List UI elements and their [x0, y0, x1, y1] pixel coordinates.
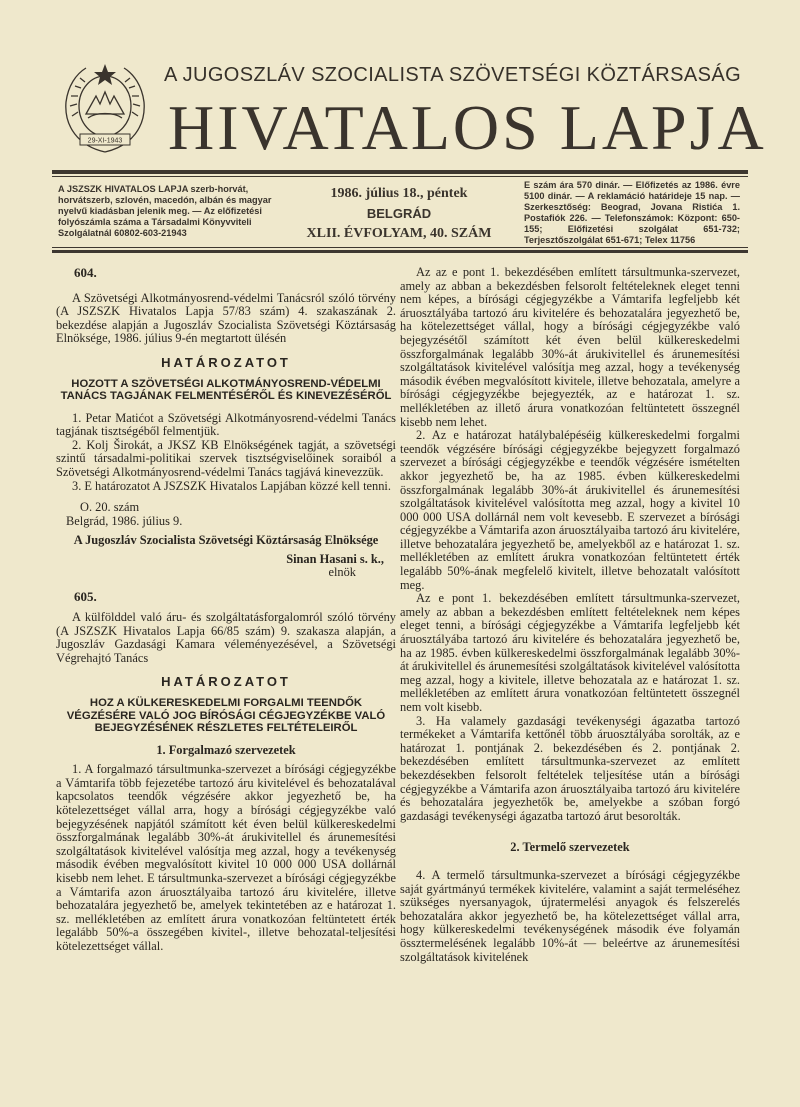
- paragraph: 2. Kolj Širokát, a JKSZ KB Elnökségének tagját, a szövetségi szintű társadalmi-politikai szervek tisztségviselőinek soraiból a Szövetségi Alkotmányosrend-védelmi Tanács tagjává kinevezzük.: [56, 437, 396, 479]
- paragraph: 1. A forgalmazó társultmunka-szervezet a bírósági cégjegyzékbe a Vámtarifa több fejezetébe tartozó áru kivitelével és behozatalával kapcsolatos teendők végzésére akkor jegyezhető be, ha kötelezettséget vállal arra, hogy a bírósági cégjegyzékbe való bejegyzésének napjától számított két éven belül külkereskedelmi összforgalmának legalább 30%-át árukivitellel és árunemesítési szolgáltatások kivitelével valósítja meg azzal, hogy a tevékenység második évében megvalósított kivitel 10 000 000 USA dollárnál kisebb nem lehet. E társultmunka-szervezet a bírósági cégjegyzékbe a Vámtarifa azon áruosztályaiba tartozó áru kivitelére, illetve behozatalára jegyezhető be, amelyek tekintetében az e határozat 1. sz. mellékletében az említett árura vonatkozóan feltüntetett érték legalább 50%-a összegében kivitel-, illetve behozatal-teljesítési kötelezettséget vállal.: [56, 762, 396, 953]
- decree-subtitle: HOZ A KÜLKERESKEDELMI FORGALMI TEENDŐK VÉGZÉSÉRE VALÓ JOG BÍRÓSÁGI CÉGJEGYZÉKBE VALÓ BEJEGYZÉSÉNEK RÉSZLETES FELTÉTELEIRŐL: [66, 697, 386, 735]
- masthead-kicker: A JUGOSZLÁV SZOCIALISTA SZÖVETSÉGI KÖZTÁRSASÁG: [164, 64, 742, 86]
- paragraph: 1. Petar Matićot a Szövetségi Alkotmányosrend-védelmi Tanács tagjának tisztségéből felmentjük.: [56, 410, 396, 439]
- document-intro: A külfölddel való áru- és szolgáltatásforgalomról szóló törvény (A JSZSZK Hivatalos Lapja 66/85 szám) 9. szakasza alapján, a Jugoszláv Gazdasági Kamara véleményezésével, a Szövetségi Végrehajtó Tanács: [56, 610, 396, 665]
- document-intro: A Szövetségi Alkotmányosrend-védelmi Tanácsról szóló törvény (A JSZSZK Hivatalos Lapja 57/83 szám) 4. szakaszának 2. bekezdése alapján a Jugoszláv Szocialista Szövetségi Köztársaság Elnöksége, 1986. július 9-én megtartott ülésén: [56, 290, 396, 346]
- section-heading: 2. Termelő szervezetek: [510, 840, 630, 855]
- masthead-title: HIVATALOS LAPJA: [168, 92, 767, 163]
- header-rule-thin: [52, 247, 748, 248]
- decree-subtitle: HOZOTT A SZÖVETSÉGI ALKOTMÁNYOSREND-VÉDELMI TANÁCS TAGJÁNAK FELMENTÉSÉRŐL ÉS KINEVEZÉSÉRŐL: [60, 377, 392, 403]
- signatory-name: Sinan Hasani s. k.,: [286, 551, 384, 566]
- issue-volume: XLII. ÉVFOLYAM, 40. SZÁM: [306, 226, 492, 241]
- emblem-date: 29-XI-1943: [87, 137, 123, 145]
- price-info: E szám ára 570 dinár. — Előfizetés az 1986. évre 5100 dinár. — A reklamáció határideje 15 nap. — Szerkesztőség: Beograd, Jovana Ristića 1. Postafiók 226. — Telefonszámok: Központ: 650-155; Előfizetési szolgálat 651-732; Terjesztőszolgálat 651-671; Telex 11756: [524, 180, 740, 245]
- left-column: [56, 266, 396, 1096]
- issuing-authority: A Jugoszláv Szocialista Szövetségi Köztársaság Elnöksége: [73, 533, 379, 548]
- state-emblem-icon: [58, 56, 152, 156]
- masthead-rule-thin: [52, 176, 748, 177]
- paragraph: 3. E határozatot A JSZSZK Hivatalos Lapjában közzé kell tenni.: [72, 478, 391, 493]
- signatory-title: elnök: [328, 564, 356, 579]
- masthead-rule: [52, 170, 748, 174]
- decree-heading: HATÁROZATOT: [161, 354, 291, 370]
- decree-heading: HATÁROZATOT: [161, 674, 291, 690]
- paragraph: Az az e pont 1. bekezdésében említett társultmunka-szervezet, amely az abban a bekezdésben felsorolt feltételeknek eleget tenni nem képes, a bírósági cégjegyzékbe a Vámtarifa legfeljebb két áruosztályába tartozó áru kivitelére és behozatalára jegyezhető be, ha kötelezettséget vállal, hogy a bírósági cégjegyzékbe való bejegyzésétől számított két éven belül külkereskedelmi összforgalmának legalább 30%-át árukivitellel és árunemesítési szolgáltatások kivitelével valósítja meg azzal, hogy a tevékenység második évében megvalósított kivitele, illetve behozatala, amelyre a bírósági cégjegyzékbe bejegyezték, az e határozat 1. sz. mellékletében az illető árura vonatkozóan feltüntetett összegnél kisebb nem lehet.: [400, 266, 740, 429]
- right-column: [400, 266, 740, 1096]
- document-number: 605.: [74, 588, 97, 604]
- issue-date: 1986. július 18., péntek: [330, 186, 468, 201]
- paragraph: 4. A termelő társultmunka-szervezet a bírósági cégjegyzékbe saját gyártmányú termékek kivitelére, valamint a saját termeléséhez szükséges nyersanyagok, újratermelési anyagok és felszerelés behozatalára akkor jegyezhető be, ha kötelezettséget vállal arra, hogy külkereskedelmi tevékenységének második éve folyamán össztermelésének legalább 10%-át — beleértve az árunemesítési szolgáltatások kivitelének: [400, 867, 740, 964]
- paragraph: 2. Az e határozat hatálybalépéséig külkereskedelmi forgalmi teendők végzésére bírósági cégjegyzékbe bejegyzett forgalmazó szervezet a bírósági cégjegyzékbe e teendők végzésére ismételten akkor jegyezhető be, ha az 1985. évben külkereskedelmi összforgalmának legalább 30%-át árukivitellel és árunemesítési szolgáltatások kivitelével valósította meg azzal, hogy a kivitel 10 000 000 USA dollárnál nem volt kevesebb. E szervezet a bírósági cégjegyzékbe a Vámtarifa azon áruosztályaiba tartozó áru kivitelére, illetve behozatalára jegyezhető be, amelyekből az e határozat 1. sz. mellékletében az említett árukra vonatkozóan feltüntetett érték legalább 50%-ának megfelelő kivitelt, illetve behozatalt valósított meg.: [400, 428, 740, 592]
- paragraph: Az e pont 1. bekezdésében említett társultmunka-szervezet, amely az abban a bekezdésben említett feltételeknek nem képes eleget tenni, a bírósági cégjegyzékbe a Vámtarifa legfeljebb két áruosztályába tartozó áru kivitelére és behozatalára jegyezhető be, ha az 1985. évben külkereskedelmi összforgalmának legalább 30%-át árukivitellel és árunemesítési szolgáltatások kivitelével valósította meg azzal, hogy a kivitele, illetve behozatala az e határozat 1. sz. mellékletében az említett árura vonatkozóan feltüntetett összegnél nem volt kisebb.: [400, 591, 740, 714]
- paragraph: 3. Ha valamely gazdasági tevékenységi ágazatba tartozó termékeket a Vámtarifa kettőnél több áruosztályába sorolták, az e határozat 1. pontjának 2. bekezdésében és 2. pontjának 2. bekezdésében említett társultmunka-szervezet az említett bekezdésekben felsorolt feltételek teljesítése után a bírósági cégjegyzékbe a Vámtarifa azon áruosztályaiba tartozó áru kivitelére és behozatalára jegyezhetők be, amelyekbe a szóban forgó gazdasági tevékenységi ágazatba tartozó árut besorolták.: [400, 713, 740, 823]
- section-heading: 1. Forgalmazó szervezetek: [156, 742, 296, 757]
- header-rule: [52, 250, 748, 253]
- place-date: Belgrád, 1986. július 9.: [66, 513, 183, 528]
- issue-city: BELGRÁD: [366, 206, 432, 221]
- issue-info: [286, 184, 512, 244]
- reference-number: O. 20. szám: [80, 500, 140, 515]
- subscription-info: A JSZSZK HIVATALOS LAPJA szerb-horvát, horvátszerb, szlovén, macedón, albán és magyar nyelvű kiadásban jelenik meg. — Az előfizetési folyószámla száma a Társadalmi Könyvviteli Szolgálatnál 60802-603-21943: [58, 184, 272, 238]
- document-number: 604.: [74, 266, 97, 280]
